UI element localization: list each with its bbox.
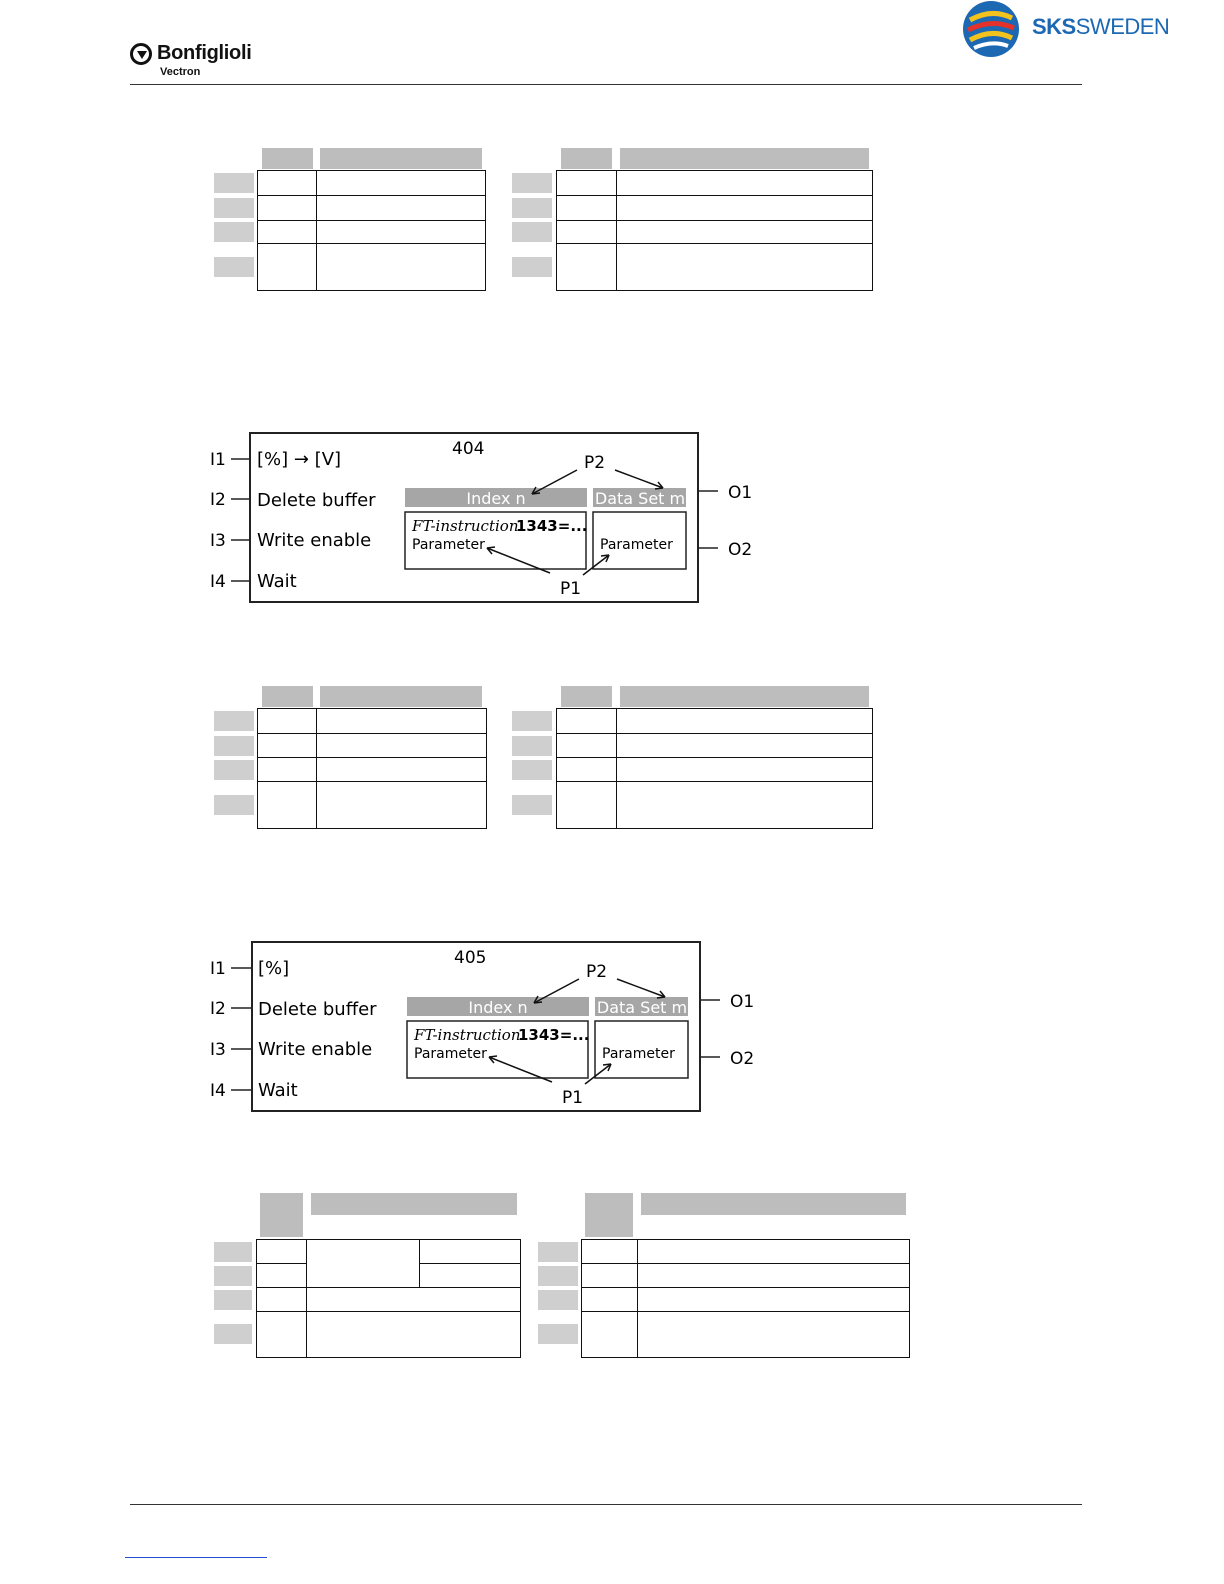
row-label-cell [214, 1242, 252, 1262]
block-number: 404 [452, 439, 485, 459]
footer-rule [130, 1504, 1082, 1505]
table-cell [316, 708, 487, 734]
table-cell [316, 243, 486, 291]
ft-instruction-label: FT-instruction [412, 517, 519, 535]
input-label-i1: [%] [258, 958, 290, 979]
row-label-cell [214, 1266, 252, 1286]
table-header-cell [561, 148, 612, 169]
param-right-label: Parameter [602, 1046, 675, 1062]
input-label-i2: Delete buffer [257, 490, 376, 511]
table-cell [257, 195, 317, 221]
table-header-cell [620, 148, 869, 169]
footer-link-underline[interactable] [125, 1557, 267, 1558]
table-cell [616, 781, 873, 829]
table-cell [316, 195, 486, 221]
input-id-i2: I2 [210, 999, 226, 1019]
sks-swirl-icon [962, 0, 1022, 60]
dataset-header-label: Data Set m [594, 489, 686, 508]
table-cell [257, 170, 317, 196]
input-id-i3: I3 [210, 1040, 226, 1060]
table-cell [316, 170, 486, 196]
table-cell [616, 733, 873, 758]
function-block-diagram-404 [200, 425, 780, 610]
table-cell [256, 1311, 307, 1358]
param-left-label: Parameter [412, 537, 485, 553]
table-cell [637, 1263, 910, 1288]
table-cell [257, 757, 317, 782]
table-cell [581, 1239, 638, 1264]
brand-left-subtitle: Vectron [160, 66, 201, 78]
row-label-cell [214, 198, 254, 218]
table-header-cell [262, 148, 313, 169]
output-id-o2: O2 [728, 540, 753, 560]
table-cell [316, 781, 487, 829]
table-header-cell [620, 686, 869, 707]
table-header-cell [320, 686, 482, 707]
p2-label: P2 [586, 962, 608, 982]
table-cell [306, 1287, 521, 1312]
table-header-cell [320, 148, 482, 169]
table-cell [616, 170, 873, 196]
dataset-header-label: Data Set m [596, 998, 688, 1017]
table-cell [256, 1263, 307, 1288]
block-number: 405 [454, 948, 487, 968]
input-id-i4: I4 [210, 1081, 226, 1101]
input-id-i1: I1 [210, 959, 226, 979]
table-cell [556, 243, 617, 291]
table-cell [616, 195, 873, 221]
table-cell [637, 1287, 910, 1312]
table-cell [556, 170, 617, 196]
ft-instruction-value: 1343=... [518, 1026, 590, 1044]
input-id-i3: I3 [210, 531, 226, 551]
row-label-cell [538, 1242, 578, 1262]
input-label-i4: Wait [258, 1080, 298, 1101]
row-label-cell [512, 257, 552, 277]
row-label-cell [214, 760, 254, 780]
row-label-cell [214, 1324, 252, 1344]
table-cell [556, 708, 617, 734]
bonfiglioli-logo [130, 42, 251, 65]
output-id-o1: O1 [728, 483, 753, 503]
sks-logo-text [1032, 14, 1169, 40]
row-label-cell [214, 711, 254, 731]
ft-instruction-label: FT-instruction [414, 1026, 521, 1044]
table-cell [637, 1239, 910, 1264]
table-header-cell [585, 1193, 633, 1237]
row-label-cell [538, 1266, 578, 1286]
table-cell [257, 220, 317, 244]
table-cell [256, 1287, 307, 1312]
p2-label: P2 [584, 453, 606, 473]
table-cell [616, 708, 873, 734]
table-cell [316, 757, 487, 782]
table-cell [257, 708, 317, 734]
table-header-cell [262, 686, 313, 707]
table-header-cell [311, 1193, 517, 1215]
param-left-label: Parameter [414, 1046, 487, 1062]
table-cell [581, 1287, 638, 1312]
table-cell [257, 733, 317, 758]
table-cell [419, 1239, 521, 1264]
table-cell [556, 220, 617, 244]
row-label-cell [512, 222, 552, 242]
row-label-cell [512, 736, 552, 756]
input-id-i1: I1 [210, 450, 226, 470]
table-cell [556, 757, 617, 782]
p1-label: P1 [560, 579, 582, 599]
index-header-label: Index n [466, 489, 526, 508]
table-cell [257, 243, 317, 291]
table-cell [256, 1239, 307, 1264]
output-id-o2: O2 [730, 1049, 755, 1069]
input-label-i3: Write enable [257, 530, 372, 551]
table-cell [257, 781, 317, 829]
bonfiglioli-emblem-icon [130, 43, 152, 65]
sks-logo-bold: SKS [1032, 14, 1076, 39]
table-cell [581, 1311, 638, 1358]
table-cell [306, 1311, 521, 1358]
row-label-cell [512, 173, 552, 193]
table-cell [637, 1311, 910, 1358]
table-cell [316, 733, 487, 758]
input-label-i3: Write enable [258, 1039, 373, 1060]
row-label-cell [214, 736, 254, 756]
row-label-cell [512, 711, 552, 731]
param-right-label: Parameter [600, 537, 673, 553]
table-cell [316, 220, 486, 244]
table-cell [581, 1263, 638, 1288]
sks-logo-rest: SWEDEN [1075, 14, 1170, 39]
input-label-i4: Wait [257, 571, 297, 592]
table-cell [306, 1239, 420, 1288]
row-label-cell [214, 795, 254, 815]
row-label-cell [512, 795, 552, 815]
table-cell [616, 757, 873, 782]
row-label-cell [512, 760, 552, 780]
row-label-cell [214, 1290, 252, 1310]
table-cell [616, 243, 873, 291]
table-header-cell [561, 686, 612, 707]
table-cell [556, 733, 617, 758]
ft-instruction-value: 1343=... [516, 517, 588, 535]
input-id-i4: I4 [210, 572, 226, 592]
function-block-diagram-405 [202, 934, 782, 1119]
p1-label: P1 [562, 1088, 584, 1108]
index-header-label: Index n [468, 998, 528, 1017]
input-label-i2: Delete buffer [258, 999, 377, 1020]
input-id-i2: I2 [210, 490, 226, 510]
row-label-cell [512, 198, 552, 218]
row-label-cell [214, 222, 254, 242]
table-header-cell [260, 1193, 303, 1237]
input-label-i1: [%] → [V] [257, 449, 342, 470]
row-label-cell [538, 1324, 578, 1344]
row-label-cell [214, 173, 254, 193]
brand-left-name: Bonfiglioli [157, 42, 252, 64]
output-id-o1: O1 [730, 992, 755, 1012]
row-label-cell [214, 257, 254, 277]
table-cell [419, 1263, 521, 1288]
header-rule [130, 84, 1082, 85]
row-label-cell [538, 1290, 578, 1310]
table-header-cell [641, 1193, 906, 1215]
table-cell [556, 195, 617, 221]
table-cell [556, 781, 617, 829]
table-cell [616, 220, 873, 244]
